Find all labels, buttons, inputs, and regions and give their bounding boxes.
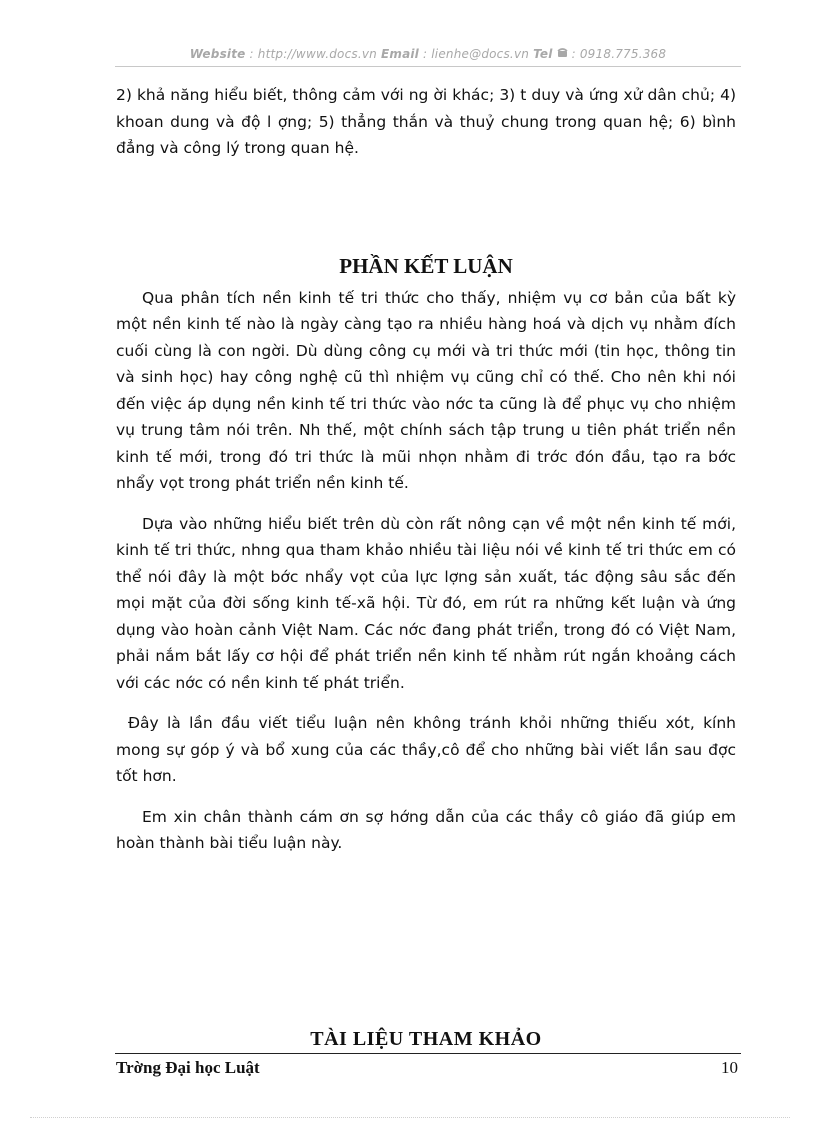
conclusion-paragraph-4: Em xin chân thành cám ơn sợ hớng dẫn của các thầy cô giáo đã giúp em hoàn thành bài tiểu luận này.	[116, 807, 736, 852]
website-link[interactable]: : http://www.docs.vn	[245, 47, 381, 61]
tel-label: Tel	[533, 47, 553, 61]
document-body	[116, 82, 736, 857]
references-title: TÀI LIỆU THAM KHẢO	[310, 1028, 542, 1050]
website-label: Website	[189, 47, 246, 61]
tel-value: : 0918.775.368	[567, 47, 667, 61]
conclusion-paragraph-2: Dựa vào những hiểu biết trên dù còn rất nông cạn về một nền kinh tế mới, kinh tế tri thức, nhng qua tham khảo nhiều tài liệu nói về kinh tế tri thức em có thể nói đây là một bớc nhẩy vọt của lực lợng sản xuất, tác động sâu sắc đến mọi mặt của đời sống kinh tế-xã hội. Từ đó, em rút ra những kết luận và ứng dụng vào hoàn cảnh Việt Nam. Các nớc đang phát triển, trong đó có Việt Nam, phải nắm bắt lấy cơ hội để phát triển nền kinh tế nhằm rút ngắn khoảng cách với các nớc có nền kinh tế phát triển.	[116, 514, 736, 692]
header-divider	[115, 66, 741, 67]
page-header	[115, 47, 741, 61]
footer-school: Trờng Đại học Luật	[116, 1058, 260, 1077]
page-number: 10	[721, 1058, 738, 1077]
conclusion-paragraph-1: Qua phân tích nền kinh tế tri thức cho thấy, nhiệm vụ cơ bản của bất kỳ một nền kinh tế nào là ngày càng tạo ra nhiều hàng hoá và dịch vụ nhằm đích cuối cùng là con ngời. Dù dùng công cụ mới và tri thức mới (tin học, thông tin và sinh học) hay công nghệ cũ thì nhiệm vụ cũng chỉ có thế. Cho nên khi nói đến việc áp dụng nền kinh tế tri thức vào nớc ta cũng là để phục vụ cho nhiệm vụ trung tâm nói trên. Nh thế, một chính sách tập trung u tiên phát triển nền kinh tế mới, trong đó tri thức là mũi nhọn nhằm đi trớc đón đầu, tạo ra bớc nhẩy vọt trong phát triển nền kinh tế.	[116, 288, 736, 492]
footer-divider	[115, 1053, 741, 1054]
section-title: PHẦN KẾT LUẬN	[339, 253, 513, 278]
email-label: Email	[380, 47, 419, 61]
page-bottom-border	[30, 1117, 790, 1118]
conclusion-paragraph-3: Đây là lần đầu viết tiểu luận nên không tránh khỏi những thiếu xót, kính mong sự góp ý và bổ xung của các thầy,cô để cho những bài viết lần sau đợc tốt hơn.	[116, 714, 736, 785]
email-link[interactable]: : lienhe@docs.vn	[419, 47, 534, 61]
intro-paragraph: 2) khả năng hiểu biết, thông cảm với ng ời khác; 3) t duy và ứng xử dân chủ; 4) khoan dung và độ l ợng; 5) thẳng thắn và thuỷ chung trong quan hệ; 6) bình đẳng và công lý trong quan hệ.	[116, 86, 736, 157]
phone-icon	[557, 47, 568, 61]
